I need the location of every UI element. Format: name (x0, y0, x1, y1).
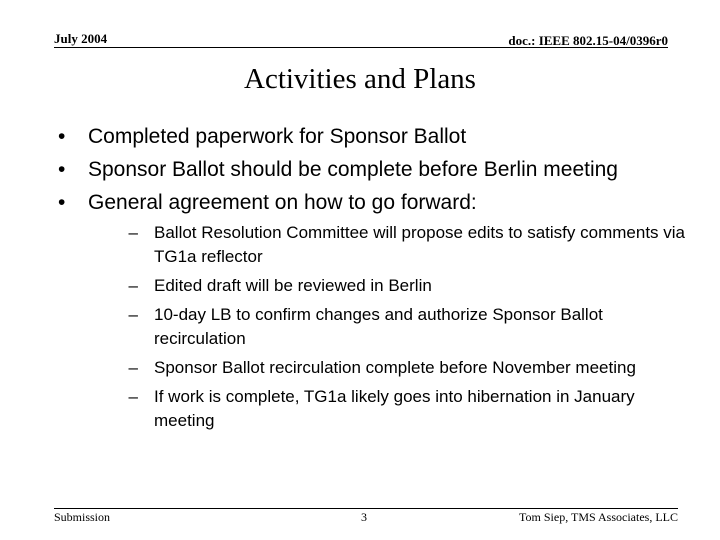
sub-bullet-marker: – (128, 276, 138, 295)
slide-title: Activities and Plans (244, 63, 476, 95)
sub-bullet-text: Edited draft will be reviewed in Berlin (154, 276, 432, 295)
sub-bullet-text: If work is complete, TG1a likely goes into hibernation in January meeting (154, 387, 635, 430)
footer-divider (54, 508, 678, 509)
sub-bullet-marker: – (128, 387, 138, 406)
sub-bullet-text: Ballot Resolution Committee will propose edits to satisfy comments via TG1a reflector (154, 223, 685, 266)
sub-bullet-item (100, 303, 699, 351)
footer-page-number: 3 (361, 510, 367, 524)
header-doc-id: doc.: IEEE 802.15-04/0396r0 (508, 33, 668, 48)
bullet-item (54, 124, 674, 149)
bullet-text: Sponsor Ballot should be complete before Berlin meeting (88, 158, 618, 181)
bullet-marker: • (58, 191, 66, 214)
sub-bullet-marker: – (128, 358, 138, 377)
bullet-item (54, 157, 674, 182)
sub-bullet-text: 10-day LB to confirm changes and authorize Sponsor Ballot recirculation (154, 305, 603, 348)
sub-bullet-list (100, 221, 686, 433)
sub-bullet-item (100, 356, 699, 380)
sub-bullet-marker: – (128, 305, 138, 324)
bullet-item (54, 190, 685, 433)
bullet-marker: • (58, 125, 66, 148)
header-divider (54, 47, 668, 48)
sub-bullet-item (100, 385, 699, 433)
footer-submission: Submission (54, 510, 111, 524)
sub-bullet-item (100, 221, 699, 269)
sub-bullet-text: Sponsor Ballot recirculation complete before November meeting (154, 358, 636, 377)
bullet-text: Completed paperwork for Sponsor Ballot (88, 125, 467, 148)
sub-bullet-marker: – (128, 223, 138, 242)
bullet-text: General agreement on how to go forward: (88, 191, 477, 214)
footer-author: Tom Siep, TMS Associates, LLC (519, 510, 678, 524)
sub-bullet-item (100, 274, 699, 298)
bullet-list (54, 124, 685, 441)
bullet-marker: • (58, 158, 66, 181)
header-date: July 2004 (54, 31, 108, 46)
